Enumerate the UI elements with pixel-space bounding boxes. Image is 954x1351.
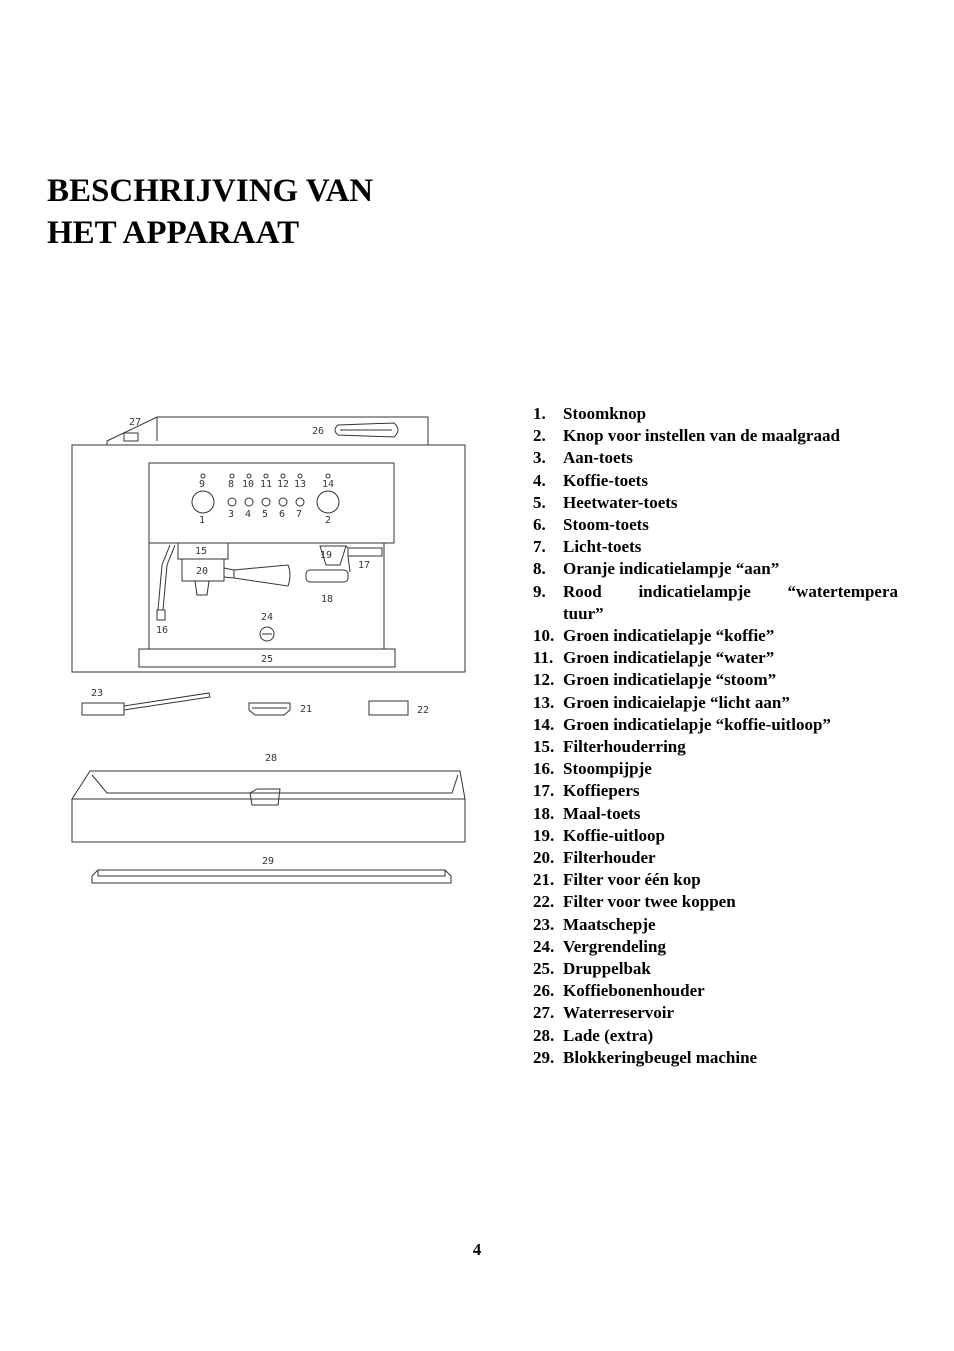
part-item-13: 13. Groen indicaielapje “licht aan” (533, 692, 790, 712)
callout-26: 26 (312, 426, 325, 437)
part-item-21: 21. Filter voor één kop (533, 870, 701, 890)
callout-4: 4 (245, 509, 252, 520)
lamp-14 (326, 474, 330, 478)
callout-11: 11 (260, 479, 273, 490)
callout-20: 20 (196, 566, 209, 577)
blocking-bracket (92, 870, 451, 883)
callout-1: 1 (199, 515, 206, 526)
callout-27: 27 (129, 417, 142, 428)
part-item-22: 22. Filter voor twee koppen (533, 892, 736, 912)
coffee-button (245, 498, 253, 506)
callout-17: 17 (358, 560, 371, 571)
lamp-13 (298, 474, 302, 478)
callout-18: 18 (321, 594, 334, 605)
part-item-9-continued: tuur” (563, 603, 604, 623)
double-cup-filter (369, 701, 408, 715)
part-item-8: 8. Oranje indicatielampje “aan” (533, 559, 780, 579)
part-item-9: 9. Rood indicatielampje “watertempera (533, 581, 898, 601)
part-item-28: 28. Lade (extra) (533, 1025, 654, 1045)
steam-wand (158, 545, 175, 610)
part-item-23: 23. Maatschepje (533, 914, 656, 934)
drawer-handle (250, 789, 280, 805)
part-item-29: 29. Blokkeringbeugel machine (533, 1047, 758, 1067)
part-item-3: 3. Aan-toets (533, 448, 633, 468)
callout-7: 7 (296, 509, 303, 520)
lamp-9 (201, 474, 205, 478)
lamp-11 (264, 474, 268, 478)
title-line-1: BESCHRIJVING VAN (47, 173, 374, 209)
appliance-diagram (62, 405, 482, 895)
light-button (296, 498, 304, 506)
part-item-16: 16. Stoompijpje (533, 759, 652, 779)
callout-15: 15 (195, 546, 208, 557)
page-number: 4 (472, 1240, 482, 1259)
callout-24: 24 (261, 612, 274, 623)
callout-13: 13 (294, 479, 307, 490)
part-item-17: 17. Koffiepers (533, 781, 640, 801)
steam-wand-tip (157, 610, 165, 620)
part-item-19: 19. Koffie-uitloop (533, 825, 665, 845)
part-item-25: 25. Druppelbak (533, 959, 651, 979)
part-item-5: 5. Heetwater-toets (533, 492, 678, 512)
title-line-2: HET APPARAAT (47, 215, 300, 251)
top-unit-outline (107, 417, 428, 445)
control-panel (149, 463, 394, 543)
callout-16: 16 (156, 625, 169, 636)
callout-9: 9 (199, 479, 206, 490)
part-item-2: 2. Knop voor instellen van de maalgraad (533, 426, 840, 446)
hot-water-button (262, 498, 270, 506)
on-button (228, 498, 236, 506)
drawer (72, 771, 465, 842)
callout-23: 23 (91, 688, 104, 699)
appliance-diagram-drawing (62, 405, 482, 895)
part-item-20: 20. Filterhouder (533, 848, 656, 868)
lamp-8 (230, 474, 234, 478)
part-item-26: 26. Koffiebonenhouder (533, 981, 705, 1001)
part-item-7: 7. Licht-toets (533, 537, 642, 557)
callout-14: 14 (322, 479, 335, 490)
part-item-15: 15. Filterhouderring (533, 737, 686, 757)
filter-holder-spout (195, 581, 209, 595)
callout-25: 25 (261, 654, 274, 665)
callout-2: 2 (325, 515, 332, 526)
part-item-1: 1. Stoomknop (533, 404, 647, 423)
filter-holder-handle (224, 565, 290, 586)
grind-button (306, 570, 348, 582)
part-item-4: 4. Koffie-toets (533, 470, 648, 490)
callout-5: 5 (262, 509, 269, 520)
indicator-lamps (201, 474, 330, 478)
callout-21: 21 (300, 704, 313, 715)
part-item-27: 27. Waterreservoir (533, 1003, 675, 1023)
parts-list (533, 403, 898, 1069)
part-item-12: 12. Groen indicatielapje “stoom” (533, 670, 777, 690)
part-item-14: 14. Groen indicatielapje “koffie-uitloop” (533, 714, 831, 734)
water-reservoir-lid (124, 433, 138, 441)
single-cup-filter (249, 703, 290, 715)
callout-10: 10 (242, 479, 255, 490)
coffee-press-stem (348, 556, 350, 572)
grind-knob (317, 491, 339, 513)
part-item-11: 11. Groen indicatielapje “water” (533, 648, 775, 668)
callout-6: 6 (279, 509, 286, 520)
callout-28: 28 (265, 753, 278, 764)
steam-button (279, 498, 287, 506)
callout-8: 8 (228, 479, 235, 490)
coffee-press (346, 546, 382, 556)
callout-19: 19 (320, 550, 333, 561)
part-item-18: 18. Maal-toets (533, 803, 641, 823)
steam-knob (192, 491, 214, 513)
lamp-10 (247, 474, 251, 478)
page-title (47, 170, 373, 254)
part-item-6: 6. Stoom-toets (533, 515, 649, 535)
callout-22: 22 (417, 705, 430, 716)
drawer-inner-edge (92, 775, 458, 793)
part-item-24: 24. Vergrendeling (533, 936, 666, 956)
part-item-10: 10. Groen indicatielapje “koffie” (533, 626, 775, 646)
callout-29: 29 (262, 856, 275, 867)
callout-3: 3 (228, 509, 235, 520)
lamp-12 (281, 474, 285, 478)
callout-12: 12 (277, 479, 290, 490)
